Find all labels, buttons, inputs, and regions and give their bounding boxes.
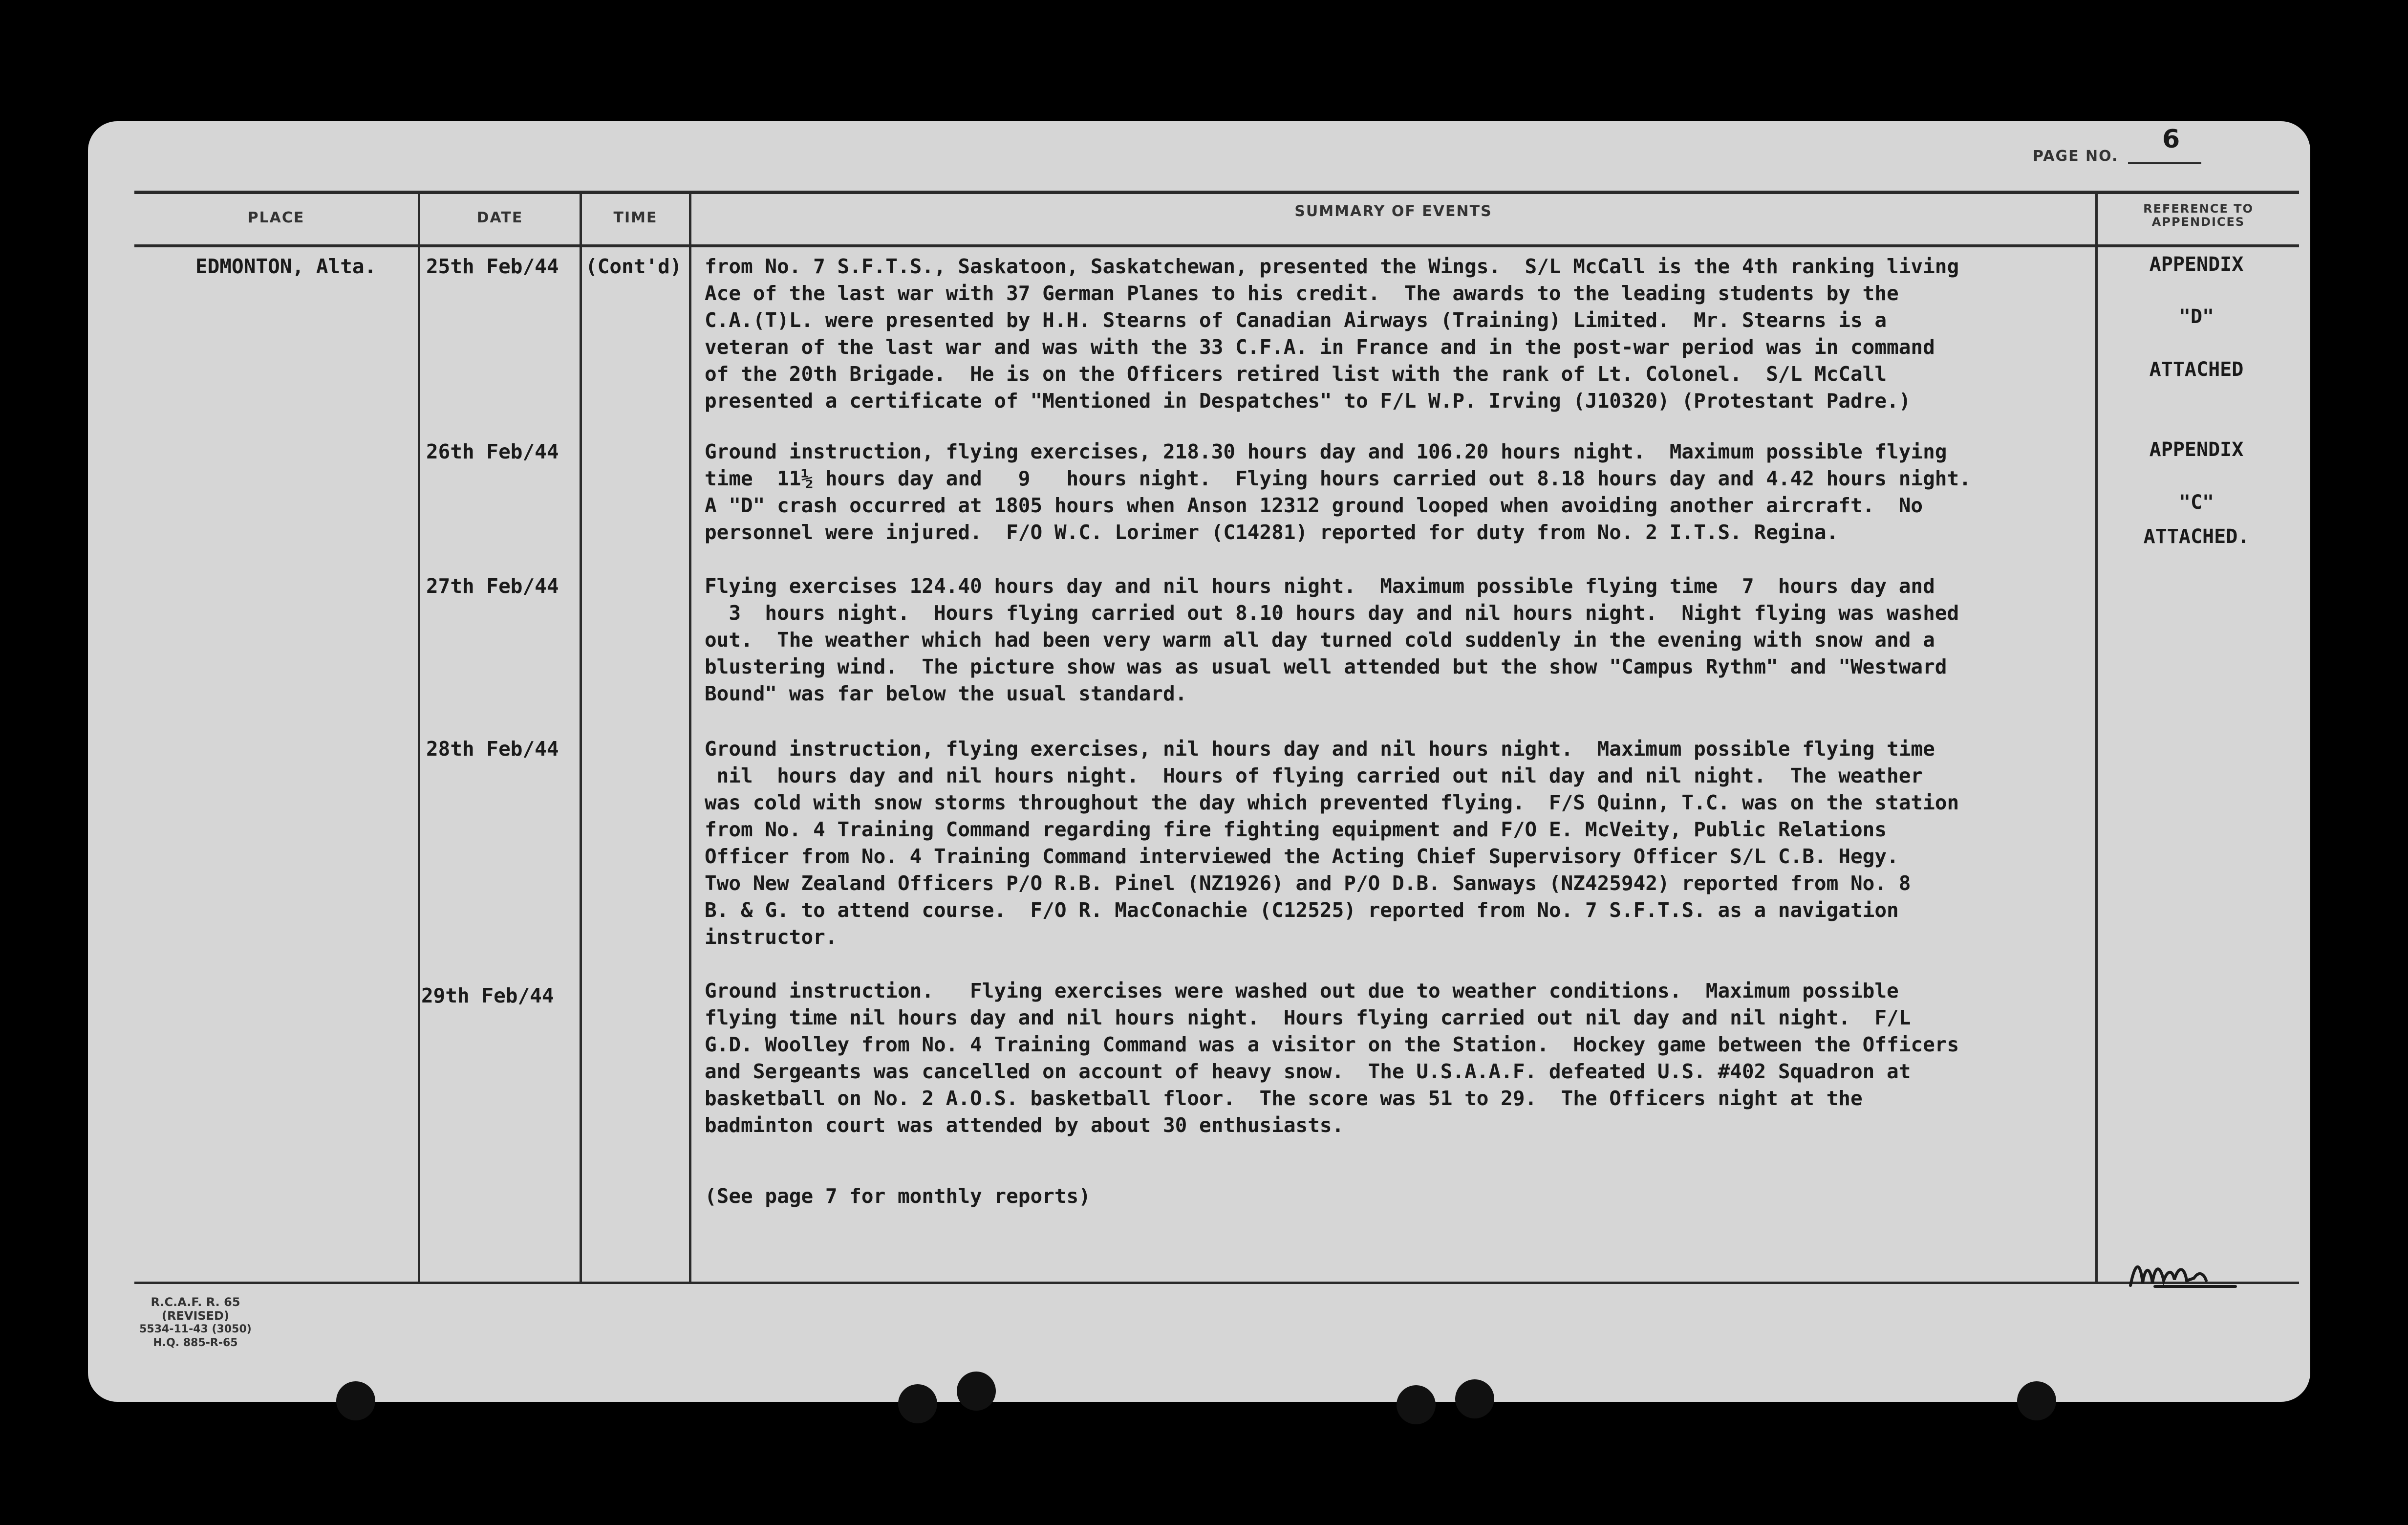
binder-hole [1397, 1385, 1436, 1424]
header-bottom-rule [134, 244, 2299, 247]
summary-line: flying time nil hours day and nil hours night. Hours flying carried out nil day and nil night. F/L [705, 1006, 1911, 1029]
binder-hole [336, 1381, 375, 1420]
summary-line: nil hours day and nil hours night. Hours of flying carried out nil day and nil night. The weather [705, 764, 1923, 787]
entry-date: 28th Feb/44 [426, 737, 559, 761]
entry-date: 26th Feb/44 [426, 440, 559, 463]
time-cell: (Cont'd) [585, 255, 682, 278]
summary-line: personnel were injured. F/O W.C. Lorimer (C14281) reported for duty from No. 2 I.T.S. Regina. [705, 521, 1839, 544]
summary-line: Officer from No. 4 Training Command interviewed the Acting Chief Supervisory Officer S/L C.B. Hegy. [705, 845, 1899, 868]
summary-line: C.A.(T)L. were presented by H.H. Stearns of Canadian Airways (Training) Limited. Mr. Stearns is a [705, 308, 1887, 332]
reference-label: ATTACHED [2149, 358, 2244, 381]
summary-line: Two New Zealand Officers P/O R.B. Pinel (NZ1926) and P/O D.B. Sanways (NZ425942) reported from No. 8 [705, 871, 1911, 895]
summary-line: from No. 7 S.F.T.S., Saskatoon, Saskatchewan, presented the Wings. S/L McCall is the 4th ranking living [705, 255, 1959, 278]
summary-line: blustering wind. The picture show was as usual well attended but the show "Campus Rythm" and "Westward [705, 655, 1947, 678]
entry-date: 29th Feb/44 [421, 984, 554, 1007]
summary-line: badminton court was attended by about 30 enthusiasts. [705, 1113, 1344, 1137]
header-time: TIME [613, 209, 658, 226]
binder-hole [2017, 1381, 2056, 1420]
summary-line: Ground instruction, flying exercises, 218.30 hours day and 106.20 hours night. Maximum possible flying [705, 440, 1947, 463]
summary-line: presented a certificate of "Mentioned in Despatches" to F/L W.P. Irving (J10320) (Protestant Padre.) [705, 389, 1911, 413]
summary-line: Ground instruction. Flying exercises were washed out due to weather conditions. Maximum possible [705, 979, 1899, 1002]
summary-line: out. The weather which had been very warm all day turned cold suddenly in the evening with snow and a [705, 628, 1935, 652]
header-date: DATE [476, 209, 523, 226]
reference-label: APPENDIX [2149, 438, 2244, 461]
summary-line: Ground instruction, flying exercises, nil hours day and nil hours night. Maximum possible flying time [705, 737, 1935, 761]
summary-line: 3 hours night. Hours flying carried out 8.10 hours day and nil hours night. Night flying was washed [705, 601, 1959, 625]
binder-hole [1455, 1379, 1494, 1418]
summary-line: was cold with snow storms throughout the day which prevented flying. F/S Quinn, T.C. was on the station [705, 791, 1959, 814]
entry-date: 27th Feb/44 [426, 574, 559, 598]
reference-label: ATTACHED. [2143, 525, 2250, 548]
header-summary: SUMMARY OF EVENTS [1294, 203, 1492, 220]
entry-summary [705, 978, 1959, 1139]
summary-line: of the 20th Brigade. He is on the Officers retired list with the rank of Lt. Colonel. S/L McCall [705, 362, 1887, 386]
table-top-rule [134, 191, 2299, 194]
column-rule-time-summary [689, 191, 691, 1283]
summary-line: instructor. [705, 925, 838, 949]
form-footer-line: H.Q. 885-R-65 [153, 1337, 238, 1349]
header-place: PLACE [247, 209, 305, 226]
summary-line: Flying exercises 124.40 hours day and nil hours night. Maximum possible flying time 7 hours day and [705, 574, 1935, 598]
page-number-underline [2128, 162, 2201, 164]
summary-line: Ace of the last war with 37 German Planes to his credit. The awards to the leading students by the [705, 282, 1899, 305]
reference-label: "D" [2178, 305, 2214, 328]
signature [2126, 1251, 2238, 1295]
entry-summary [705, 573, 1959, 707]
entry-date: 25th Feb/44 [426, 255, 559, 278]
entry-summary [705, 253, 1959, 414]
reference-label: "C" [2178, 491, 2214, 514]
summary-line: G.D. Woolley from No. 4 Training Command was a visitor on the Station. Hockey game between the Officers [705, 1033, 1959, 1056]
entry-summary [705, 438, 1971, 546]
summary-line: and Sergeants was cancelled on account of heavy snow. The U.S.A.A.F. defeated U.S. #402 Squadron at [705, 1060, 1911, 1083]
form-footer [122, 1295, 269, 1350]
summary-line: A "D" crash occurred at 1805 hours when Anson 12312 ground looped when avoiding another aircraft. No [705, 494, 1923, 517]
closing-note: (See page 7 for monthly reports) [705, 1184, 1091, 1208]
table-bottom-rule [134, 1282, 2299, 1284]
summary-line: B. & G. to attend course. F/O R. MacConachie (C12525) reported from No. 7 S.F.T.S. as a navigation [705, 898, 1899, 922]
binder-hole [898, 1384, 937, 1423]
column-rule-summary-reference [2095, 191, 2098, 1283]
column-rule-place-date [418, 191, 420, 1283]
page-number-value: 6 [2162, 125, 2180, 154]
summary-line: Bound" was far below the usual standard. [705, 682, 1187, 705]
summary-line: veteran of the last war and was with the 33 C.F.A. in France and in the post-war period was in command [705, 335, 1935, 359]
header-reference-line1: REFERENCE TO [2143, 202, 2254, 216]
form-footer-line: R.C.A.F. R. 65 (REVISED) [150, 1295, 240, 1323]
reference-label: APPENDIX [2149, 253, 2244, 276]
binder-hole [957, 1372, 996, 1411]
entry-summary [705, 736, 1959, 951]
page-number-label: PAGE NO. [2033, 148, 2119, 165]
summary-line: time 11½ hours day and 9 hours night. Flying hours carried out 8.18 hours day and 4.42 hours night. [705, 467, 1971, 490]
place-cell: EDMONTON, Alta. [195, 255, 377, 278]
form-footer-line: 5534-11-43 (3050) [139, 1323, 252, 1335]
summary-line: from No. 4 Training Command regarding fire fighting equipment and F/O E. McVeity, Public Relations [705, 818, 1887, 841]
column-rule-date-time [580, 191, 582, 1283]
header-reference-line2: APPENDICES [2151, 215, 2245, 229]
summary-line: basketball on No. 2 A.O.S. basketball floor. The score was 51 to 29. The Officers night at the [705, 1087, 1863, 1110]
